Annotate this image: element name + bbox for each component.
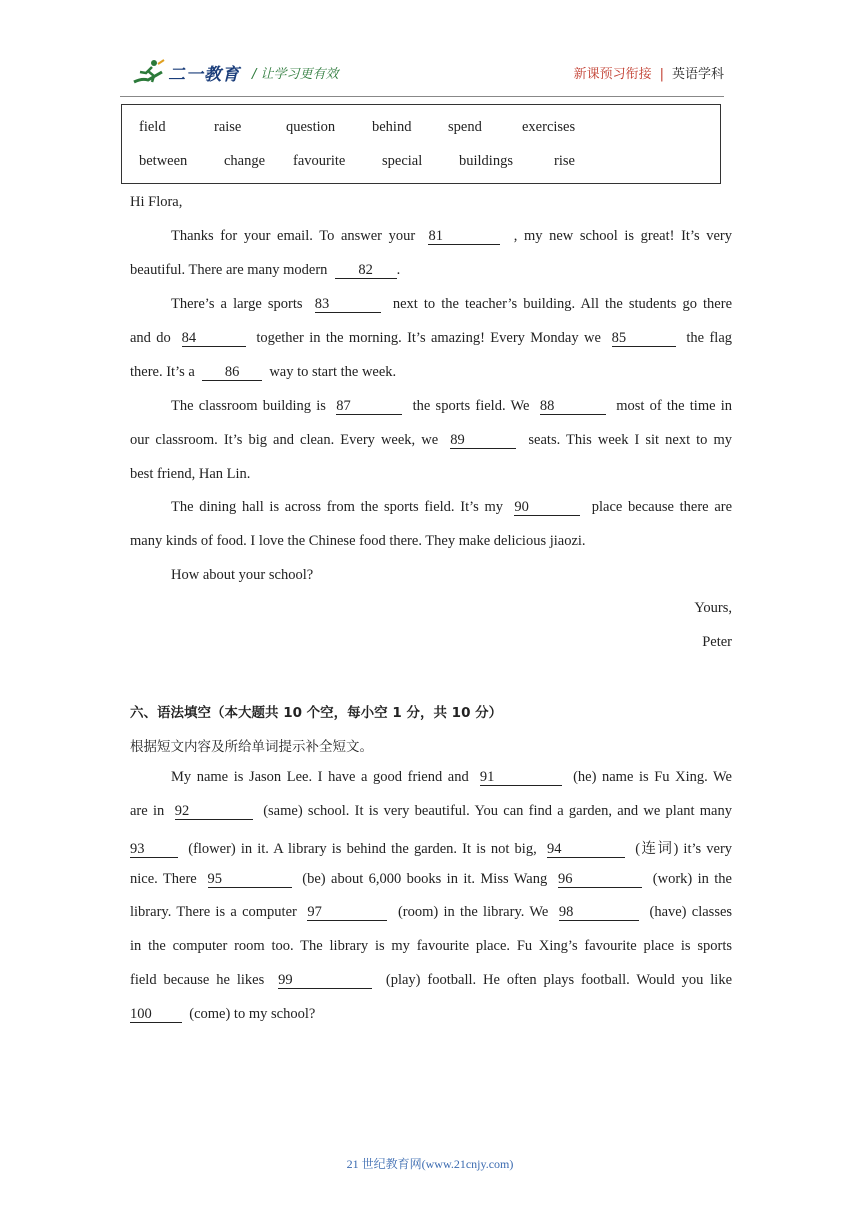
blank-96[interactable]: 96	[558, 872, 642, 888]
letter-line: The classroom building is 87 the sports field. We 88 most of the time in	[171, 398, 733, 414]
header-divider	[120, 96, 724, 97]
letter-line: Thanks for your email. To answer your 81 , my new school is great! It’s very	[171, 228, 733, 244]
blank-86[interactable]: 86	[202, 365, 262, 381]
subject-label	[574, 63, 724, 82]
blank-81[interactable]: 81	[428, 229, 500, 245]
blank-95[interactable]: 95	[208, 872, 292, 888]
blank-88[interactable]: 88	[540, 399, 606, 415]
blank-92[interactable]: 92	[175, 804, 253, 820]
letter-line: there. It’s a 86 way to start the week.	[130, 364, 397, 380]
blank-84[interactable]: 84	[182, 331, 246, 347]
letter-greeting: Hi Flora,	[130, 194, 183, 210]
word: raise	[214, 119, 242, 135]
runner-logo-icon	[132, 58, 166, 86]
header-separator: |	[659, 67, 664, 82]
logo	[132, 58, 240, 86]
word: rise	[554, 153, 575, 169]
grammar-line: are in 92 (same) school. It is very beautiful. You can find a garden, and we plant many	[130, 803, 732, 819]
grammar-line: 100 (come) to my school?	[130, 1006, 316, 1022]
grammar-line: in the computer room too. The library is my favourite place. Fu Xing’s favourite place is sports	[130, 938, 732, 954]
footer-source: 21 世纪教育网(www.21cnjy.com)	[346, 1157, 514, 1171]
word-bank	[121, 104, 721, 184]
grammar-line: 93 (flower) in it. A library is behind the garden. It is not big, 94 (连词) it’s very	[130, 841, 733, 857]
subject-name: 英语学科	[671, 67, 724, 82]
blank-87[interactable]: 87	[336, 399, 402, 415]
word: spend	[448, 119, 482, 135]
letter-line: our classroom. It’s big and clean. Every week, we 89 seats. This week I sit next to my	[130, 432, 733, 448]
grammar-line: library. There is a computer 97 (room) in the library. We 98 (have) classes	[130, 904, 733, 920]
letter-line: How about your school?	[171, 567, 314, 583]
word: between	[139, 153, 188, 169]
section-title: 六、语法填空（本大题共 10 个空，每小空 1 分，共 10 分）	[130, 705, 503, 721]
section-instruction: 根据短文内容及所给单词提示补全短文。	[130, 739, 373, 755]
word: favourite	[293, 153, 346, 169]
blank-98[interactable]: 98	[559, 905, 639, 921]
blank-97[interactable]: 97	[307, 905, 387, 921]
letter-line: many kinds of food. I love the Chinese food there. They make delicious jiaozi.	[130, 533, 586, 549]
word: behind	[372, 119, 412, 135]
letter-signature: Peter	[702, 634, 732, 650]
blank-90[interactable]: 90	[514, 500, 580, 516]
letter-line: There’s a large sports 83 next to the teacher’s building. All the students go there	[171, 296, 733, 312]
letter-line: beautiful. There are many modern 82 .	[130, 262, 401, 278]
grammar-line: field because he likes 99 (play) football. He often plays football. Would you like	[130, 972, 733, 988]
blank-94[interactable]: 94	[547, 842, 625, 858]
blank-93[interactable]: 93	[130, 842, 178, 858]
letter-line: best friend, Han Lin.	[130, 466, 251, 482]
word: exercises	[522, 119, 576, 135]
word: field	[139, 119, 166, 135]
letter-line: The dining hall is across from the sports field. It’s my 90 place because there are	[171, 499, 733, 515]
course-label: 新课预习衔接	[573, 67, 652, 82]
grammar-line: My name is Jason Lee. I have a good friend and 91 (he) name is Fu Xing. We	[171, 769, 732, 785]
word: change	[224, 153, 266, 169]
grammar-line: nice. There 95 (be) about 6,000 books in it. Miss Wang 96 (work) in the	[130, 871, 732, 887]
blank-100[interactable]: 100	[130, 1007, 182, 1023]
blank-89[interactable]: 89	[450, 433, 516, 449]
page-header	[132, 58, 724, 88]
letter-closing: Yours,	[694, 600, 732, 616]
word: buildings	[459, 153, 513, 169]
logo-text: 二一教育	[168, 64, 240, 85]
blank-99[interactable]: 99	[278, 973, 372, 989]
blank-91[interactable]: 91	[480, 770, 562, 786]
word: question	[286, 119, 336, 135]
blank-85[interactable]: 85	[612, 331, 676, 347]
slogan: / 让学习更有效	[252, 67, 339, 82]
blank-83[interactable]: 83	[315, 297, 381, 313]
blank-82[interactable]: 82	[335, 263, 397, 279]
letter-line: and do 84 together in the morning. It’s amazing! Every Monday we 85 the flag	[130, 330, 733, 346]
word: special	[382, 153, 423, 169]
